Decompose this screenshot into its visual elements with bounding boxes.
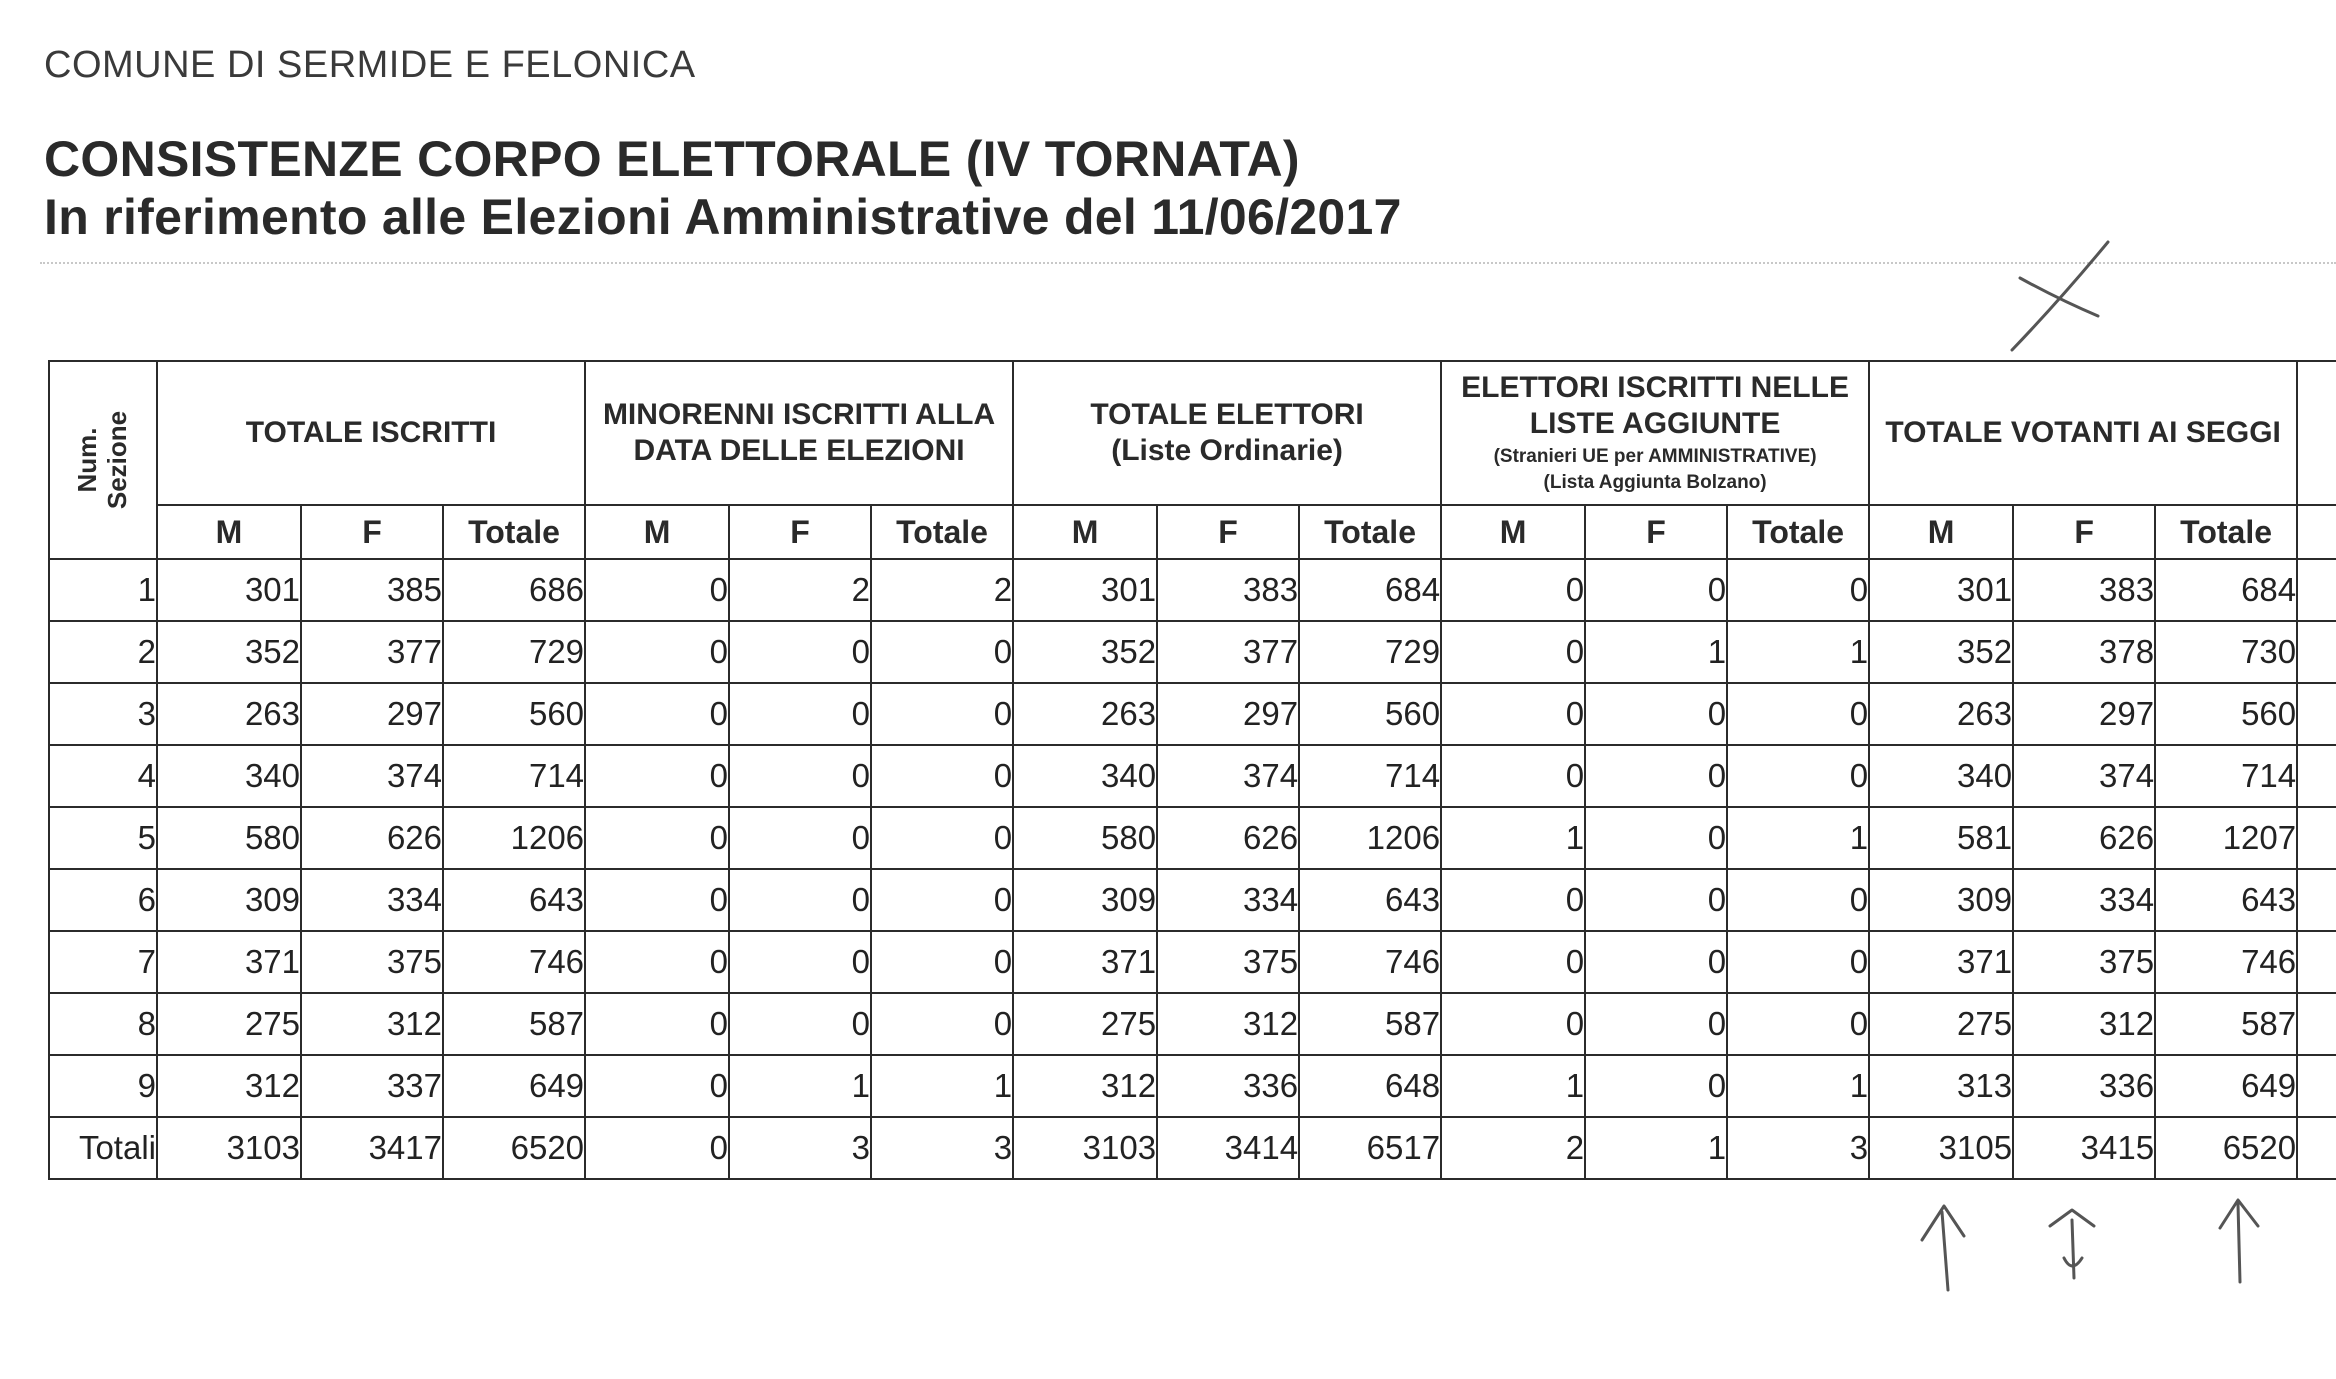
table-cell: 309 [157, 869, 301, 931]
table-row [49, 1055, 2336, 1117]
table-cell: 3103 [1013, 1117, 1157, 1179]
table-cell: 1 [1585, 1117, 1727, 1179]
table-cell: 0 [1441, 869, 1585, 931]
group-header-note2: (Lista Aggiunta Bolzano) [1543, 472, 1767, 493]
table-cell: 263 [1013, 683, 1157, 745]
subheader-votanti-m: M [1869, 505, 2013, 559]
table-cell: 0 [585, 993, 729, 1055]
table-cell: 374 [301, 745, 443, 807]
table-cell: 334 [2013, 869, 2155, 931]
table-cell: 587 [443, 993, 585, 1055]
sezione-header-line2: Sezione [102, 410, 132, 510]
table-cell: 6520 [2155, 1117, 2297, 1179]
table-body [49, 559, 2336, 1179]
table-cell: 0 [1441, 621, 1585, 683]
table-cell: 0 [585, 621, 729, 683]
table-cell: 340 [1013, 745, 1157, 807]
table-cell: 263 [1869, 683, 2013, 745]
table-cell: 3415 [2013, 1117, 2155, 1179]
table-cell: 0 [871, 807, 1013, 869]
table-cell: 301 [157, 559, 301, 621]
table-cell: 684 [1299, 559, 1441, 621]
table-cell: 0 [585, 931, 729, 993]
table-cell: 334 [1157, 869, 1299, 931]
table-cell: 301 [1013, 559, 1157, 621]
table-cell: 1 [1585, 621, 1727, 683]
table-cell: 0 [1727, 745, 1869, 807]
table-cell: 0 [1585, 1055, 1727, 1117]
subheader-minorenni-totale: Totale [871, 505, 1013, 559]
sezione-header [49, 361, 157, 559]
table-cell: 0 [1727, 683, 1869, 745]
table-cell: 337 [301, 1055, 443, 1117]
table-cell: 275 [1013, 993, 1157, 1055]
table-cell: 0 [729, 931, 871, 993]
table-cell: 0 [729, 683, 871, 745]
table-cell: 297 [301, 683, 443, 745]
table-cell: 0 [729, 621, 871, 683]
table-cell: 581 [1869, 807, 2013, 869]
row-label: 8 [49, 993, 157, 1055]
table-cell: 560 [1299, 683, 1441, 745]
table-cell: 0 [729, 869, 871, 931]
table-cell: 0 [585, 869, 729, 931]
edge-header-cell [2297, 361, 2336, 505]
table-cell: 0 [871, 993, 1013, 1055]
table-cell: 352 [1013, 621, 1157, 683]
table-cell: 0 [1585, 745, 1727, 807]
table-cell: 301 [1869, 559, 2013, 621]
edge-cell [2297, 1117, 2336, 1179]
table-cell: 0 [1727, 993, 1869, 1055]
table-cell: 0 [1441, 993, 1585, 1055]
table-cell: 0 [871, 869, 1013, 931]
table-cell: 643 [1299, 869, 1441, 931]
table-cell: 3 [871, 1117, 1013, 1179]
edge-cell [2297, 621, 2336, 683]
table-cell: 312 [1013, 1055, 1157, 1117]
row-label: 2 [49, 621, 157, 683]
table-cell: 383 [1157, 559, 1299, 621]
table-cell: 0 [1585, 869, 1727, 931]
group-header-line2: LISTE AGGIUNTE [1529, 407, 1781, 441]
subheader-elettori-f: F [1157, 505, 1299, 559]
group-header-note1: (Stranieri UE per AMMINISTRATIVE) [1493, 446, 1817, 468]
document-subtitle: In riferimento alle Elezioni Amministrative del 11/06/2017 [44, 189, 1402, 245]
table-cell: 378 [2013, 621, 2155, 683]
table-cell: 626 [1157, 807, 1299, 869]
group-header-line1: TOTALE ELETTORI [1090, 398, 1364, 431]
group-header-row [49, 361, 2336, 505]
table-cell: 336 [2013, 1055, 2155, 1117]
table-cell: 560 [2155, 683, 2297, 745]
table-cell: 3417 [301, 1117, 443, 1179]
table-cell: 312 [1157, 993, 1299, 1055]
table-cell: 3 [1727, 1117, 1869, 1179]
table-cell: 1 [1727, 621, 1869, 683]
table-cell: 0 [1585, 931, 1727, 993]
subheader-minorenni-m: M [585, 505, 729, 559]
subheader-iscritti-f: F [301, 505, 443, 559]
table-cell: 6520 [443, 1117, 585, 1179]
row-label: 1 [49, 559, 157, 621]
table-cell: 3105 [1869, 1117, 2013, 1179]
table-cell: 0 [585, 1055, 729, 1117]
table-cell: 0 [871, 931, 1013, 993]
table-cell: 371 [1013, 931, 1157, 993]
table-cell: 1 [1727, 807, 1869, 869]
table-cell: 0 [1585, 559, 1727, 621]
table-cell: 1207 [2155, 807, 2297, 869]
row-label: 6 [49, 869, 157, 931]
totals-row [49, 1117, 2336, 1179]
table-cell: 263 [157, 683, 301, 745]
group-header-minorenni [585, 361, 1013, 505]
table-cell: 1 [729, 1055, 871, 1117]
table-cell: 385 [301, 559, 443, 621]
subheader-iscritti-totale: Totale [443, 505, 585, 559]
table-cell: 729 [443, 621, 585, 683]
edge-cell [2297, 559, 2336, 621]
up-arrow-icon [1922, 1206, 1964, 1290]
table-cell: 352 [1869, 621, 2013, 683]
table-cell: 0 [871, 621, 1013, 683]
table-cell: 297 [2013, 683, 2155, 745]
table-cell: 297 [1157, 683, 1299, 745]
table-row [49, 807, 2336, 869]
table-cell: 0 [729, 807, 871, 869]
table-row [49, 621, 2336, 683]
table-cell: 334 [301, 869, 443, 931]
table-cell: 0 [585, 683, 729, 745]
table-cell: 377 [1157, 621, 1299, 683]
table-cell: 648 [1299, 1055, 1441, 1117]
table-cell: 0 [871, 745, 1013, 807]
table-cell: 312 [301, 993, 443, 1055]
table-cell: 375 [2013, 931, 2155, 993]
table-container [48, 360, 2336, 1192]
edge-cell [2297, 869, 2336, 931]
table-row [49, 931, 2336, 993]
electoral-data-table [48, 360, 2336, 1180]
table-cell: 0 [585, 559, 729, 621]
table-cell: 643 [443, 869, 585, 931]
table-cell: 560 [443, 683, 585, 745]
table-cell: 374 [2013, 745, 2155, 807]
table-cell: 0 [1441, 559, 1585, 621]
group-header-totale-iscritti [157, 361, 585, 505]
subheader-aggiunte-totale: Totale [1727, 505, 1869, 559]
subheader-aggiunte-m: M [1441, 505, 1585, 559]
table-cell: 0 [1585, 807, 1727, 869]
table-cell: 0 [729, 993, 871, 1055]
up-arrow-icon [2050, 1210, 2094, 1278]
subheader-votanti-f: F [2013, 505, 2155, 559]
subheader-aggiunte-f: F [1585, 505, 1727, 559]
table-cell: 275 [1869, 993, 2013, 1055]
table-cell: 0 [1441, 931, 1585, 993]
edge-cell [2297, 683, 2336, 745]
table-cell: 580 [1013, 807, 1157, 869]
table-cell: 371 [157, 931, 301, 993]
table-cell: 649 [2155, 1055, 2297, 1117]
table-cell: 1 [1441, 807, 1585, 869]
table-cell: 312 [2013, 993, 2155, 1055]
table-cell: 714 [1299, 745, 1441, 807]
table-row [49, 559, 2336, 621]
table-cell: 3103 [157, 1117, 301, 1179]
scan-divider [40, 262, 2336, 264]
table-row [49, 869, 2336, 931]
table-cell: 352 [157, 621, 301, 683]
table-cell: 2 [1441, 1117, 1585, 1179]
row-label: 7 [49, 931, 157, 993]
table-cell: 0 [1441, 683, 1585, 745]
table-cell: 309 [1013, 869, 1157, 931]
table-cell: 587 [1299, 993, 1441, 1055]
table-cell: 313 [1869, 1055, 2013, 1117]
table-cell: 1 [1727, 1055, 1869, 1117]
table-row [49, 683, 2336, 745]
table-cell: 375 [301, 931, 443, 993]
up-arrow-icon [2220, 1200, 2258, 1282]
group-header-liste-aggiunte [1441, 361, 1869, 505]
table-cell: 746 [443, 931, 585, 993]
edge-cell [2297, 1055, 2336, 1117]
table-cell: 0 [1585, 683, 1727, 745]
table-cell: 340 [157, 745, 301, 807]
table-cell: 275 [157, 993, 301, 1055]
row-label: 9 [49, 1055, 157, 1117]
edge-subheader-cell [2297, 505, 2336, 559]
table-cell: 0 [1585, 993, 1727, 1055]
table-cell: 375 [1157, 931, 1299, 993]
group-header-line1: TOTALE VOTANTI AI SEGGI [1885, 416, 2281, 449]
table-cell: 714 [443, 745, 585, 807]
table-cell: 3 [729, 1117, 871, 1179]
table-cell: 746 [2155, 931, 2297, 993]
table-cell: 684 [2155, 559, 2297, 621]
subheader-elettori-m: M [1013, 505, 1157, 559]
table-cell: 729 [1299, 621, 1441, 683]
edge-cell [2297, 807, 2336, 869]
table-cell: 580 [157, 807, 301, 869]
sezione-header-line1: Num. [72, 427, 103, 493]
group-header-totale-votanti [1869, 361, 2297, 505]
table-cell: 0 [585, 745, 729, 807]
table-cell: 686 [443, 559, 585, 621]
table-cell: 0 [871, 683, 1013, 745]
table-cell: 312 [157, 1055, 301, 1117]
table-cell: 0 [1727, 931, 1869, 993]
table-cell: 0 [1727, 559, 1869, 621]
subheader-elettori-totale: Totale [1299, 505, 1441, 559]
group-header-line1: ELETTORI ISCRITTI NELLE [1461, 371, 1849, 405]
x-mark-icon [2012, 242, 2108, 350]
subheader-minorenni-f: F [729, 505, 871, 559]
subheader-row [49, 505, 2336, 559]
group-header-line2: DATA DELLE ELEZIONI [633, 434, 965, 467]
table-cell: 336 [1157, 1055, 1299, 1117]
table-cell: 2 [729, 559, 871, 621]
group-header-line1: TOTALE ISCRITTI [245, 416, 497, 449]
table-cell: 0 [1727, 869, 1869, 931]
table-cell: 1206 [1299, 807, 1441, 869]
group-header-totale-elettori [1013, 361, 1441, 505]
document-title: CONSISTENZE CORPO ELETTORALE (IV TORNATA) [44, 131, 1300, 187]
table-cell: 587 [2155, 993, 2297, 1055]
row-label: 5 [49, 807, 157, 869]
table-cell: 0 [1441, 745, 1585, 807]
table-cell: 371 [1869, 931, 2013, 993]
table-cell: 643 [2155, 869, 2297, 931]
table-cell: 1 [1441, 1055, 1585, 1117]
table-cell: 746 [1299, 931, 1441, 993]
table-cell: 374 [1157, 745, 1299, 807]
edge-cell [2297, 931, 2336, 993]
table-cell: 1206 [443, 807, 585, 869]
row-label: Totali [49, 1117, 157, 1179]
table-cell: 714 [2155, 745, 2297, 807]
group-header-line2: (Liste Ordinarie) [1111, 434, 1343, 467]
subheader-votanti-totale: Totale [2155, 505, 2297, 559]
table-cell: 309 [1869, 869, 2013, 931]
table-cell: 626 [2013, 807, 2155, 869]
row-label: 3 [49, 683, 157, 745]
table-row [49, 993, 2336, 1055]
table-cell: 0 [729, 745, 871, 807]
table-cell: 383 [2013, 559, 2155, 621]
table-cell: 0 [585, 807, 729, 869]
table-cell: 730 [2155, 621, 2297, 683]
subheader-iscritti-m: M [157, 505, 301, 559]
table-cell: 1 [871, 1055, 1013, 1117]
table-cell: 649 [443, 1055, 585, 1117]
comune-name: COMUNE DI SERMIDE E FELONICA [44, 44, 696, 86]
edge-cell [2297, 745, 2336, 807]
table-cell: 2 [871, 559, 1013, 621]
table-cell: 6517 [1299, 1117, 1441, 1179]
table-cell: 377 [301, 621, 443, 683]
row-label: 4 [49, 745, 157, 807]
edge-cell [2297, 993, 2336, 1055]
table-cell: 626 [301, 807, 443, 869]
table-cell: 0 [585, 1117, 729, 1179]
table-cell: 3414 [1157, 1117, 1299, 1179]
table-cell: 340 [1869, 745, 2013, 807]
table-row [49, 745, 2336, 807]
group-header-line1: MINORENNI ISCRITTI ALLA [602, 398, 996, 431]
